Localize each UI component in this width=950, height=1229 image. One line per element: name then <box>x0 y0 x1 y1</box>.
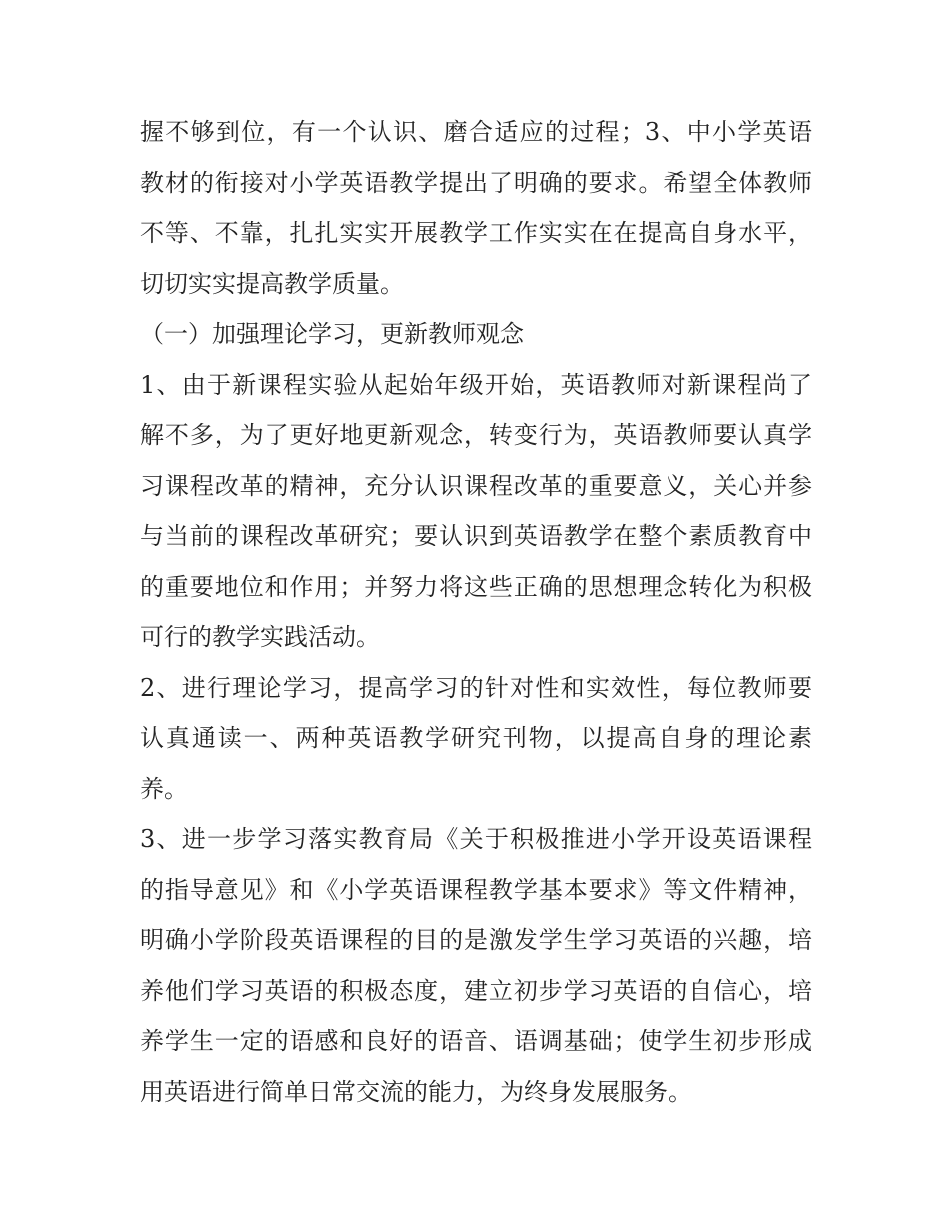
paragraph-line: 养学生一定的语感和良好的语音、语调基础；使学生初步形成 <box>140 1027 812 1055</box>
paragraph-line: 2、进行理论学习，提高学习的针对性和实效性，每位教师要 <box>140 673 812 702</box>
paragraph-line: 教材的衔接对小学英语教学提出了明确的要求。希望全体教师 <box>140 168 812 197</box>
paragraph-line: 1、由于新课程实验从起始年级开始，英语教师对新课程尚了 <box>140 370 812 399</box>
paragraph-line: 可行的教学实践活动。 <box>140 623 380 651</box>
paragraph-line: 习课程改革的精神，充分认识课程改革的重要意义，关心并参 <box>140 471 812 500</box>
document-page <box>140 107 812 1117</box>
paragraph-line: 3、进一步学习落实教育局《关于积极推进小学开设英语课程 <box>140 825 812 853</box>
section-heading: （一）加强理论学习，更新教师观念 <box>140 320 524 348</box>
paragraph-line: 不等、不靠，扎扎实实开展教学工作实实在在提高自身水平， <box>140 219 812 247</box>
paragraph-line: 解不多，为了更好地更新观念，转变行为，英语教师要认真学 <box>140 421 812 449</box>
paragraph-line: 养。 <box>140 774 188 803</box>
paragraph-line: 认真通读一、两种英语教学研究刊物，以提高自身的理论素 <box>140 724 812 752</box>
paragraph-line: 握不够到位，有一个认识、磨合适应的过程；3、中小学英语 <box>140 118 812 146</box>
paragraph-line: 养他们学习英语的积极态度，建立初步学习英语的自信心，培 <box>140 976 812 1005</box>
paragraph-line: 的指导意见》和《小学英语课程教学基本要求》等文件精神， <box>140 875 812 904</box>
paragraph-line: 的重要地位和作用；并努力将这些正确的思想理念转化为积极 <box>140 572 812 601</box>
paragraph-line: 切切实实提高教学质量。 <box>140 269 404 298</box>
paragraph-line: 与当前的课程改革研究；要认识到英语教学在整个素质教育中 <box>140 522 812 550</box>
paragraph-line: 明确小学阶段英语课程的目的是激发学生学习英语的兴趣，培 <box>140 926 812 954</box>
paragraph-line: 用英语进行简单日常交流的能力，为终身发展服务。 <box>140 1077 692 1106</box>
